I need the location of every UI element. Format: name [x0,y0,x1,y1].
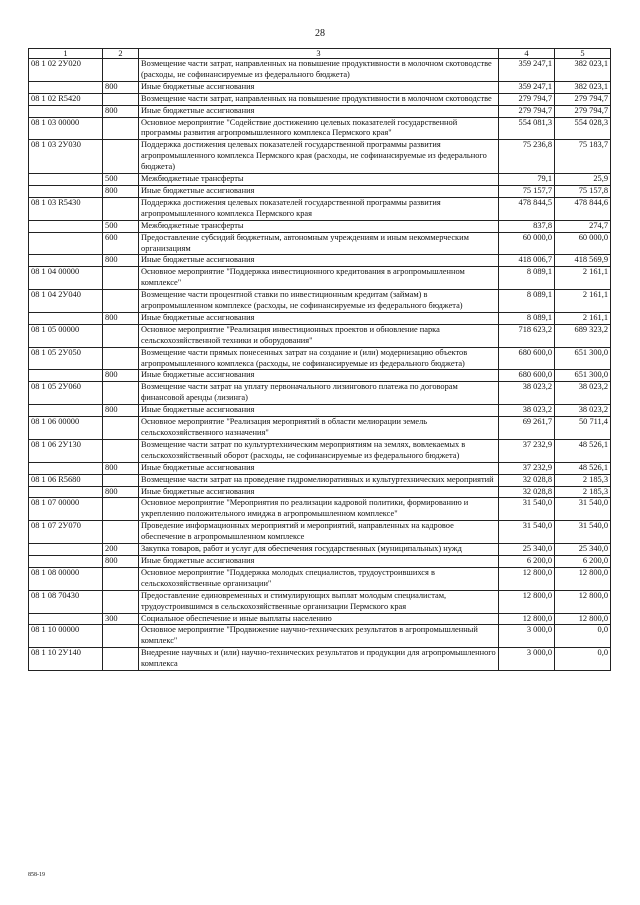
code-cell: 08 1 06 R5680 [29,474,103,486]
amount-year-1-cell: 38 023,2 [499,405,555,417]
expense-type-cell [103,290,139,313]
amount-year-1-cell: 6 200,0 [499,555,555,567]
page-number: 28 [315,28,325,39]
description-cell: Поддержка достижения целевых показателей государственной программы развития агропромышленного комплекса Пермского края (расходы, не софинансируемые из федерального бюджета) [139,140,499,174]
amount-year-2-cell: 554 028,3 [555,117,611,140]
amount-year-2-cell: 12 800,0 [555,590,611,613]
expense-type-cell [103,590,139,613]
amount-year-2-cell: 48 526,1 [555,439,611,462]
code-cell: 08 1 04 00000 [29,267,103,290]
code-cell: 08 1 03 R5430 [29,197,103,220]
code-cell [29,174,103,186]
description-cell: Возмещение части затрат по культуртехническим мероприятиям на землях, вовлекаемых в сельскохозяйственный оборот (расходы, не софинансируемые из федерального бюджета) [139,439,499,462]
amount-year-2-cell: 25 340,0 [555,544,611,556]
amount-year-1-cell: 32 028,8 [499,486,555,498]
amount-year-2-cell: 2 185,3 [555,486,611,498]
description-cell: Иные бюджетные ассигнования [139,486,499,498]
amount-year-2-cell: 478 844,6 [555,197,611,220]
amount-year-1-cell: 279 794,7 [499,93,555,105]
table-row [29,439,611,462]
expense-type-cell: 800 [103,405,139,417]
expense-type-cell [103,197,139,220]
code-cell: 08 1 07 2У070 [29,521,103,544]
amount-year-1-cell: 837,8 [499,220,555,232]
description-cell: Основное мероприятие "Поддержка молодых специалистов, трудоустроившихся в сельскохозяйственные организации" [139,567,499,590]
description-cell: Возмещение части прямых понесенных затрат на создание и (или) модернизацию объектов агропромышленного комплекса (расходы, не софинансируемые из федерального бюджета) [139,347,499,370]
header-cell-4: 4 [499,49,555,59]
amount-year-2-cell: 12 800,0 [555,613,611,625]
amount-year-2-cell: 382 023,1 [555,59,611,82]
amount-year-1-cell: 359 247,1 [499,81,555,93]
table-row [29,140,611,174]
code-cell [29,555,103,567]
code-cell [29,405,103,417]
table-row [29,185,611,197]
table-row [29,417,611,440]
table-row [29,462,611,474]
expense-type-cell: 800 [103,81,139,93]
table-row [29,117,611,140]
amount-year-2-cell: 382 023,1 [555,81,611,93]
table-row [29,370,611,382]
description-cell: Внедрение научных и (или) научно-технических результатов и продукции для агропромышленного комплекса [139,648,499,671]
amount-year-2-cell: 651 300,0 [555,347,611,370]
code-cell: 08 1 04 2У040 [29,290,103,313]
amount-year-2-cell: 50 711,4 [555,417,611,440]
amount-year-2-cell: 274,7 [555,220,611,232]
amount-year-1-cell: 31 540,0 [499,498,555,521]
code-cell: 08 1 10 00000 [29,625,103,648]
description-cell: Иные бюджетные ассигнования [139,255,499,267]
expense-type-cell: 200 [103,544,139,556]
table-row [29,521,611,544]
description-cell: Иные бюджетные ассигнования [139,462,499,474]
amount-year-1-cell: 75 157,7 [499,185,555,197]
table-row [29,105,611,117]
amount-year-2-cell: 38 023,2 [555,382,611,405]
description-cell: Закупка товаров, работ и услуг для обеспечения государственных (муниципальных) нужд [139,544,499,556]
amount-year-2-cell: 38 023,2 [555,405,611,417]
amount-year-2-cell: 2 161,1 [555,290,611,313]
code-cell: 08 1 08 00000 [29,567,103,590]
header-row [29,49,611,59]
expense-type-cell [103,140,139,174]
expense-type-cell [103,324,139,347]
amount-year-2-cell: 75 183,7 [555,140,611,174]
description-cell: Возмещение части процентной ставки по инвестиционным кредитам (займам) в агропромышленном комплексе (расходы, не софинансируемые из федерального бюджета) [139,290,499,313]
amount-year-1-cell: 37 232,9 [499,439,555,462]
expense-type-cell: 500 [103,220,139,232]
budget-table [28,48,611,671]
code-cell [29,185,103,197]
amount-year-2-cell: 2 161,1 [555,312,611,324]
code-cell [29,370,103,382]
table-row [29,174,611,186]
expense-type-cell: 800 [103,370,139,382]
amount-year-1-cell: 69 261,7 [499,417,555,440]
code-cell: 08 1 05 2У050 [29,347,103,370]
table-row [29,347,611,370]
amount-year-2-cell: 279 794,7 [555,93,611,105]
expense-type-cell [103,567,139,590]
code-cell [29,255,103,267]
amount-year-1-cell: 75 236,8 [499,140,555,174]
header-cell-1: 1 [29,49,103,59]
amount-year-2-cell: 2 161,1 [555,267,611,290]
code-cell: 08 1 02 R5420 [29,93,103,105]
amount-year-1-cell: 359 247,1 [499,59,555,82]
amount-year-1-cell: 8 089,1 [499,290,555,313]
table-row [29,255,611,267]
header-cell-5: 5 [555,49,611,59]
expense-type-cell: 300 [103,613,139,625]
code-cell: 08 1 07 00000 [29,498,103,521]
description-cell: Поддержка достижения целевых показателей государственной программы развития агропромышленного комплекса Пермского края [139,197,499,220]
table-row [29,486,611,498]
table-row [29,81,611,93]
expense-type-cell [103,498,139,521]
expense-type-cell [103,474,139,486]
header-cell-3: 3 [139,49,499,59]
table-row [29,312,611,324]
amount-year-2-cell: 12 800,0 [555,567,611,590]
code-cell [29,544,103,556]
amount-year-1-cell: 38 023,2 [499,382,555,405]
table-row [29,544,611,556]
amount-year-2-cell: 48 526,1 [555,462,611,474]
amount-year-2-cell: 279 794,7 [555,105,611,117]
amount-year-2-cell: 418 569,9 [555,255,611,267]
amount-year-1-cell: 60 000,0 [499,232,555,255]
code-cell [29,81,103,93]
description-cell: Основное мероприятие "Продвижение научно-технических результатов в агропромышленный комплекс" [139,625,499,648]
table-row [29,220,611,232]
description-cell: Иные бюджетные ассигнования [139,81,499,93]
expense-type-cell [103,117,139,140]
description-cell: Межбюджетные трансферты [139,220,499,232]
description-cell: Иные бюджетные ассигнования [139,105,499,117]
description-cell: Иные бюджетные ассигнования [139,555,499,567]
table-row [29,382,611,405]
expense-type-cell: 600 [103,232,139,255]
amount-year-2-cell: 6 200,0 [555,555,611,567]
amount-year-2-cell: 0,0 [555,648,611,671]
table-row [29,648,611,671]
code-cell [29,105,103,117]
table-row [29,59,611,82]
code-cell: 08 1 06 2У130 [29,439,103,462]
expense-type-cell [103,521,139,544]
expense-type-cell [103,439,139,462]
description-cell: Предоставление единовременных и стимулирующих выплат молодым специалистам, трудоустроившимся в сельскохозяйственные организации Пермского края [139,590,499,613]
table-row [29,267,611,290]
expense-type-cell [103,648,139,671]
description-cell: Иные бюджетные ассигнования [139,405,499,417]
description-cell: Социальное обеспечение и иные выплаты населению [139,613,499,625]
code-cell: 08 1 03 00000 [29,117,103,140]
amount-year-2-cell: 0,0 [555,625,611,648]
description-cell: Межбюджетные трансферты [139,174,499,186]
expense-type-cell: 800 [103,486,139,498]
code-cell [29,613,103,625]
description-cell: Иные бюджетные ассигнования [139,312,499,324]
amount-year-1-cell: 12 800,0 [499,613,555,625]
amount-year-2-cell: 31 540,0 [555,521,611,544]
table-row [29,324,611,347]
footer-code: 858-19 [28,872,45,878]
expense-type-cell: 800 [103,462,139,474]
description-cell: Проведение информационных мероприятий и мероприятий, направленных на кадровое обеспечение в агропромышленном комплексе [139,521,499,544]
amount-year-1-cell: 554 081,3 [499,117,555,140]
amount-year-1-cell: 279 794,7 [499,105,555,117]
amount-year-1-cell: 418 006,7 [499,255,555,267]
expense-type-cell [103,417,139,440]
amount-year-2-cell: 25,9 [555,174,611,186]
table-row [29,613,611,625]
description-cell: Основное мероприятие "Реализация инвестиционных проектов и обновление парка сельскохозяйственной техники и оборудования" [139,324,499,347]
amount-year-1-cell: 79,1 [499,174,555,186]
amount-year-1-cell: 12 800,0 [499,590,555,613]
code-cell [29,462,103,474]
amount-year-1-cell: 3 000,0 [499,648,555,671]
description-cell: Основное мероприятие "Поддержка инвестиционного кредитования в агропромышленном комплексе" [139,267,499,290]
description-cell: Возмещение части затрат на уплату первоначального лизингового платежа по договорам финансовой аренды (лизинга) [139,382,499,405]
amount-year-1-cell: 680 600,0 [499,370,555,382]
amount-year-1-cell: 8 089,1 [499,312,555,324]
code-cell: 08 1 10 2У140 [29,648,103,671]
amount-year-1-cell: 25 340,0 [499,544,555,556]
description-cell: Основное мероприятие "Мероприятия по реализации кадровой политики, формированию и укреплению положительного имиджа в агропромышленном комплексе" [139,498,499,521]
code-cell [29,312,103,324]
description-cell: Иные бюджетные ассигнования [139,370,499,382]
amount-year-2-cell: 2 185,3 [555,474,611,486]
description-cell: Предоставление субсидий бюджетным, автономным учреждениям и иным некоммерческим организациям [139,232,499,255]
header-cell-2: 2 [103,49,139,59]
expense-type-cell: 800 [103,105,139,117]
amount-year-2-cell: 689 323,2 [555,324,611,347]
table-row [29,498,611,521]
code-cell: 08 1 03 2У030 [29,140,103,174]
expense-type-cell [103,625,139,648]
description-cell: Основное мероприятие "Содействие достижению целевых показателей государственной программы развития агропромышленного комплекса Пермского края" [139,117,499,140]
code-cell: 08 1 08 70430 [29,590,103,613]
code-cell [29,232,103,255]
expense-type-cell: 800 [103,312,139,324]
amount-year-1-cell: 31 540,0 [499,521,555,544]
expense-type-cell: 800 [103,255,139,267]
expense-type-cell [103,382,139,405]
expense-type-cell: 800 [103,185,139,197]
code-cell: 08 1 02 2У020 [29,59,103,82]
expense-type-cell [103,267,139,290]
table-row [29,625,611,648]
description-cell: Возмещение части затрат на проведение гидромелиоративных и культуртехнических мероприятий [139,474,499,486]
expense-type-cell: 500 [103,174,139,186]
table-row [29,405,611,417]
amount-year-1-cell: 680 600,0 [499,347,555,370]
table-row [29,232,611,255]
amount-year-2-cell: 75 157,8 [555,185,611,197]
amount-year-2-cell: 60 000,0 [555,232,611,255]
amount-year-1-cell: 12 800,0 [499,567,555,590]
code-cell: 08 1 05 2У060 [29,382,103,405]
description-cell: Возмещение части затрат, направленных на повышение продуктивности в молочном скотоводстве [139,93,499,105]
amount-year-1-cell: 478 844,5 [499,197,555,220]
description-cell: Иные бюджетные ассигнования [139,185,499,197]
expense-type-cell: 800 [103,555,139,567]
table-row [29,555,611,567]
table-row [29,197,611,220]
expense-type-cell [103,59,139,82]
table-row [29,93,611,105]
code-cell [29,486,103,498]
code-cell [29,220,103,232]
code-cell: 08 1 05 00000 [29,324,103,347]
amount-year-1-cell: 32 028,8 [499,474,555,486]
table-row [29,567,611,590]
table-row [29,474,611,486]
table-body [29,59,611,671]
amount-year-1-cell: 3 000,0 [499,625,555,648]
code-cell: 08 1 06 00000 [29,417,103,440]
description-cell: Основное мероприятие "Реализация мероприятий в области мелиорации земель сельскохозяйственного назначения" [139,417,499,440]
expense-type-cell [103,93,139,105]
table-row [29,290,611,313]
amount-year-1-cell: 37 232,9 [499,462,555,474]
expense-type-cell [103,347,139,370]
amount-year-1-cell: 718 623,2 [499,324,555,347]
description-cell: Возмещение части затрат, направленных на повышение продуктивности в молочном скотоводстве (расходы, не софинансируемые из федерального бюджета) [139,59,499,82]
amount-year-2-cell: 651 300,0 [555,370,611,382]
table-row [29,590,611,613]
amount-year-1-cell: 8 089,1 [499,267,555,290]
amount-year-2-cell: 31 540,0 [555,498,611,521]
